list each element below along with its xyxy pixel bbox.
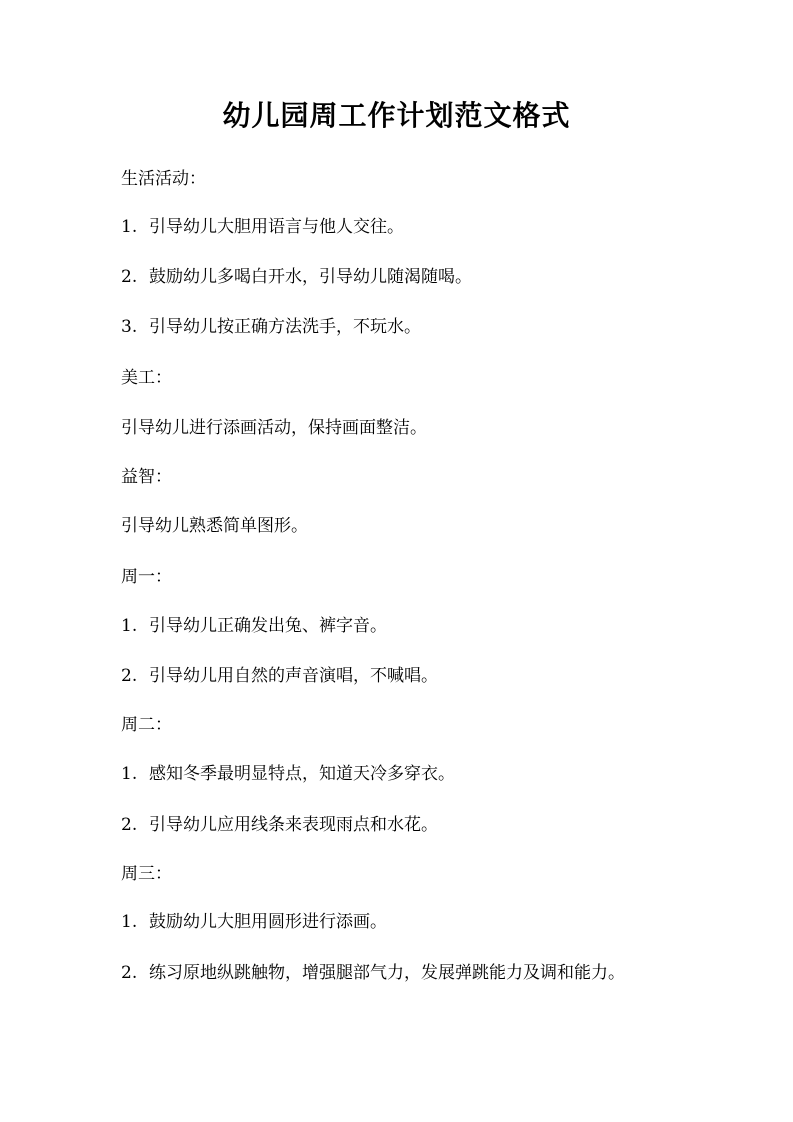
section-heading-puzzle: 益智：	[121, 467, 172, 487]
list-item	[121, 315, 421, 339]
list-item-number: 2.	[121, 815, 138, 835]
list-item	[121, 664, 438, 688]
section-heading-wednesday: 周三：	[121, 864, 172, 884]
list-item-number: 2.	[121, 666, 138, 686]
list-item	[121, 813, 438, 837]
list-item	[121, 215, 404, 239]
list-item	[121, 910, 387, 934]
list-item-number: 2.	[121, 963, 138, 983]
list-item-number: 2.	[121, 267, 138, 287]
list-item	[121, 762, 455, 786]
section-heading-tuesday: 周二：	[121, 715, 172, 735]
list-item-text: 引导幼儿正确发出兔、裤字音。	[149, 616, 387, 636]
list-item-number: 1.	[121, 616, 138, 636]
list-item	[121, 614, 387, 638]
list-item-number: 1.	[121, 764, 138, 784]
section-heading-life: 生活活动：	[121, 169, 206, 189]
list-item-number: 1.	[121, 912, 138, 932]
list-item-text: 引导幼儿按正确方法洗手，不玩水。	[149, 317, 421, 337]
paragraph-puzzle: 引导幼儿熟悉简单图形。	[121, 516, 308, 536]
list-item-text: 鼓励幼儿大胆用圆形进行添画。	[149, 912, 387, 932]
list-item-text: 感知冬季最明显特点，知道天冷多穿衣。	[149, 764, 455, 784]
list-item-text: 练习原地纵跳触物，增强腿部气力，发展弹跳能力及调和能力。	[149, 963, 625, 983]
section-heading-monday: 周一：	[121, 567, 172, 587]
paragraph-art: 引导幼儿进行添画活动，保持画面整洁。	[121, 418, 427, 438]
list-item-text: 引导幼儿应用线条来表现雨点和水花。	[149, 815, 438, 835]
list-item-text: 鼓励幼儿多喝白开水，引导幼儿随渴随喝。	[149, 267, 472, 287]
list-item	[121, 265, 472, 289]
section-heading-art: 美工：	[121, 368, 172, 388]
list-item-number: 3.	[121, 317, 138, 337]
list-item-text: 引导幼儿大胆用语言与他人交往。	[149, 217, 404, 237]
list-item-number: 1.	[121, 217, 138, 237]
document-title: 幼儿园周工作计划范文格式	[222, 99, 571, 132]
list-item	[121, 961, 625, 985]
list-item-text: 引导幼儿用自然的声音演唱，不喊唱。	[149, 666, 438, 686]
